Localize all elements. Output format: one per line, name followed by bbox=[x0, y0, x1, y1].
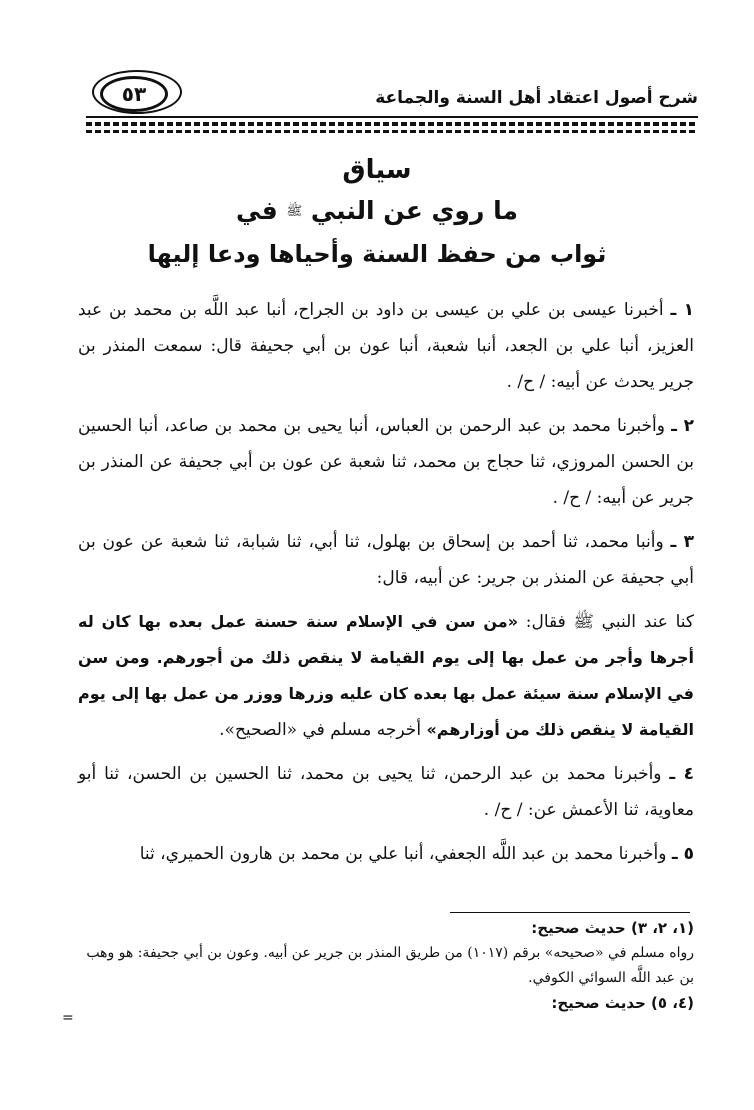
chapter-title-line-2-text: ما روي عن النبي bbox=[310, 196, 518, 225]
chapter-title bbox=[70, 150, 684, 275]
paragraph-number: ٥ ـ bbox=[671, 844, 694, 864]
running-title: شرح أصول اعتقاد أهل السنة والجماعة bbox=[375, 88, 698, 108]
paragraph-text: أخبرنا عيسى بن علي بن عيسى بن داود بن الجراح، أنبا عبد اللَّه بن محمد بن عبد العزيز، أنبا علي بن الجعد، أنبا شعبة، أنبا عون بن أبي جحيفة قال: سمعت المنذر بن جرير يحدث عن أبيه: / ح/ . bbox=[78, 300, 694, 392]
header-dashed-rule bbox=[86, 122, 698, 126]
footnote-1-heading: (١، ٢، ٣) حديث صحيح: bbox=[531, 919, 694, 937]
header-dashed-rule-2 bbox=[86, 130, 698, 133]
paragraph-1 bbox=[78, 292, 694, 400]
hadith-source: أخرجه مسلم في «الصحيح». bbox=[219, 720, 422, 740]
header-rule bbox=[86, 116, 698, 118]
footnote-2-heading: (٤، ٥) حديث صحيح: bbox=[551, 994, 694, 1012]
paragraph-number: ١ ـ bbox=[670, 300, 695, 320]
page-header bbox=[86, 74, 698, 118]
continuation-mark: = bbox=[62, 1010, 74, 1026]
main-text bbox=[78, 292, 694, 880]
paragraph-text: وأخبرنا محمد بن عبد الرحمن بن العباس، أنبا يحيى بن محمد بن صاعد، أنبا الحسين بن الحسن المروزي، ثنا حجاج بن محمد، ثنا شعبة عن عون بن أبي جحيفة عن المنذر بن جرير عن أبيه: / ح/ . bbox=[78, 416, 694, 508]
hadith-text bbox=[78, 604, 694, 748]
footnote-1-text: رواه مسلم في «صحيحه» برقم (١٠١٧) من طريق المنذر بن جرير عن أبيه. وعون بن أبي جحيفة: هو وهب بن عبد اللَّه السوائي الكوفي. bbox=[86, 945, 694, 986]
chapter-title-line-1: سياق bbox=[342, 155, 412, 185]
chapter-title-line-3: ثواب من حفظ السنة وأحياها ودعا إليها bbox=[147, 240, 607, 268]
paragraph-2 bbox=[78, 408, 694, 516]
paragraph-number: ٣ ـ bbox=[670, 532, 694, 552]
paragraph-number: ٢ ـ bbox=[671, 416, 695, 436]
footnotes bbox=[70, 916, 694, 1016]
footnote-separator bbox=[450, 912, 690, 913]
paragraph-text: وأخبرنا محمد بن عبد الرحمن، ثنا يحيى بن محمد، ثنا الحسين بن الحسن، ثنا أبو معاوية، ثنا الأعمش عن: / ح/ . bbox=[78, 764, 694, 820]
page-number: ٥٣ bbox=[100, 76, 168, 112]
paragraph-number: ٤ ـ bbox=[669, 764, 695, 784]
chapter-title-line-2 bbox=[70, 190, 684, 233]
paragraph-text: وأنبا محمد، ثنا أحمد بن إسحاق بن بهلول، ثنا أبي، ثنا شبابة، ثنا شعبة عن عون بن أبي جحيفة عن المنذر بن جرير: عن أبيه، قال: bbox=[78, 532, 694, 588]
honorific-glyph: ﷺ bbox=[286, 204, 303, 219]
hadith-quote: «من سن في الإسلام سنة حسنة عمل بعده بها كان له أجرها وأجر من عمل بها إلى يوم القيامة لا ينقص ذلك من أجورهم. ومن سن في الإسلام سنة سيئة عمل بها بعده كان عليه وزرها ووزر من عمل بها إلى يوم القيامة لا ينقص ذلك من أوزارهم» bbox=[78, 612, 694, 739]
hadith-intro: كنا عند النبي ﷺ فقال: bbox=[525, 612, 694, 632]
paragraph-4 bbox=[78, 756, 694, 828]
paragraph-3 bbox=[78, 524, 694, 596]
paragraph-text: وأخبرنا محمد بن عبد اللَّه الجعفي، أنبا علي بن محمد بن هارون الحميري، ثنا bbox=[139, 844, 667, 864]
paragraph-5 bbox=[78, 836, 694, 872]
chapter-title-line-2-end: في bbox=[236, 196, 278, 225]
